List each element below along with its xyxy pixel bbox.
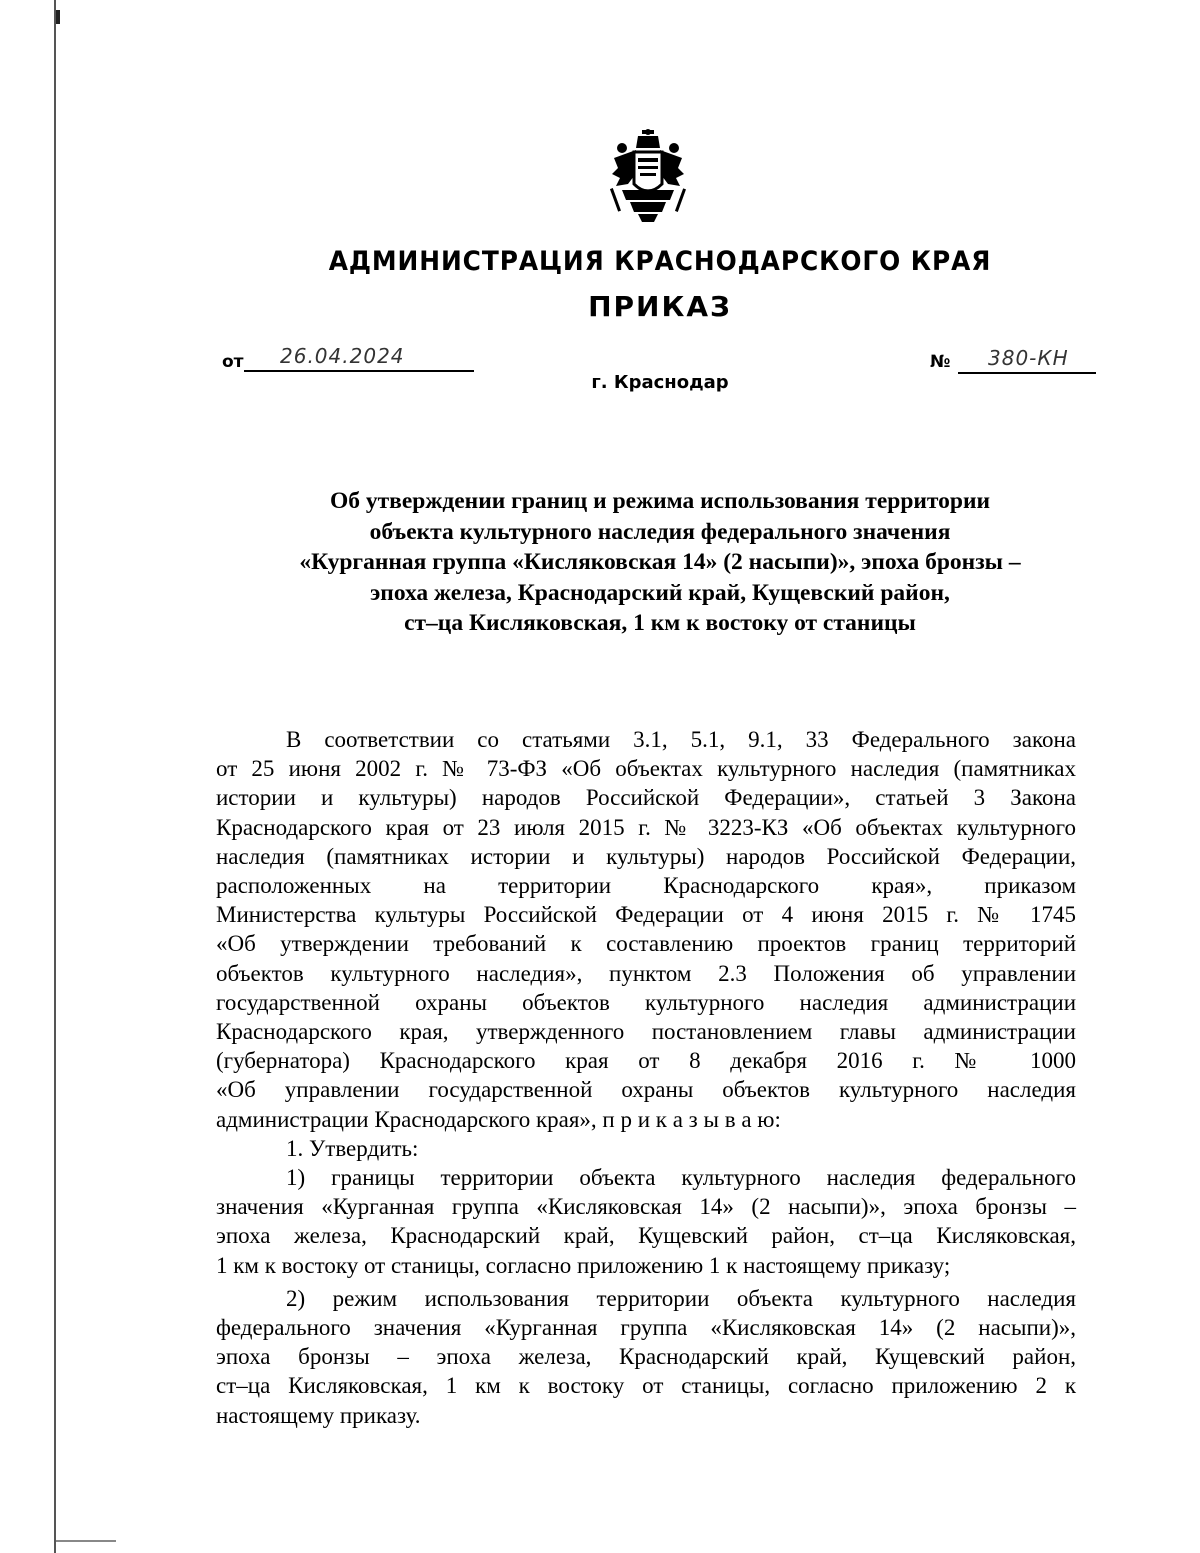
- subject-line: эпоха железа, Краснодарский край, Кущевский район,: [370, 579, 950, 606]
- scan-mark: [56, 1540, 116, 1542]
- body-line: «Об утверждении требований к составлению проектов границ территорий: [216, 931, 1076, 957]
- body-line: от 25 июня 2002 г. № 73-ФЗ «Об объектах культурного наследия (памятниках: [216, 756, 1076, 782]
- subject-line: ст–ца Кисляковская, 1 км к востоку от станицы: [404, 610, 916, 636]
- scan-left-edge: [54, 0, 56, 1553]
- date-label: от: [222, 352, 244, 372]
- number-value-handwritten: 380-КН: [988, 346, 1069, 370]
- body-line: федерального значения «Курганная группа «Кисляковская 14» (2 насыпи)»,: [216, 1315, 1076, 1341]
- body-line: настоящему приказу.: [216, 1402, 421, 1428]
- body-line: «Об управлении государственной охраны объектов культурного наследия: [216, 1077, 1076, 1103]
- body-line: 1) границы территории объекта культурного наследия федерального: [286, 1165, 1076, 1191]
- body-line: 2) режим использования территории объекта культурного наследия: [286, 1285, 1076, 1311]
- body-line: объектов культурного наследия», пунктом 2.3 Положения об управлении: [216, 960, 1076, 986]
- subject-line: «Курганная группа «Кисляковская 14» (2 насыпи)», эпоха бронзы –: [299, 549, 1021, 575]
- date-value-handwritten: 26.04.2024: [280, 344, 405, 368]
- organization-title: АДМИНИСТРАЦИЯ КРАСНОДАРСКОГО КРАЯ: [328, 246, 992, 277]
- body-line: В соответствии со статьями 3.1, 5.1, 9.1, 33 Федерального закона: [286, 727, 1076, 752]
- city: г. Краснодар: [591, 372, 729, 393]
- body-line: государственной охраны объектов культурного наследия администрации: [216, 989, 1076, 1015]
- body-line: ст–ца Кисляковская, 1 км к востоку от станицы, согласно приложению 2 к: [216, 1373, 1076, 1399]
- document-type: ПРИКАЗ: [588, 290, 732, 323]
- order-body: [216, 725, 1076, 1430]
- body-line: (губернатора) Краснодарского края от 8 декабря 2016 г. № 1000: [216, 1048, 1076, 1074]
- body-line: расположенных на территории Краснодарского края», приказом: [216, 873, 1076, 899]
- coat-of-arms-emblem: [608, 128, 688, 224]
- body-line: администрации Краснодарского края», п р и к а з ы в а ю:: [216, 1106, 781, 1132]
- body-line: Краснодарского края от 23 июля 2015 г. № 3223-КЗ «Об объектах культурного: [216, 814, 1076, 840]
- scan-mark: [56, 10, 60, 24]
- order-subject: [200, 486, 1120, 639]
- body-line: эпоха бронзы – эпоха железа, Краснодарский край, Кущевский район,: [216, 1344, 1076, 1370]
- body-line: наследия (памятниках истории и культуры) народов Российской Федерации,: [216, 843, 1076, 869]
- body-line: значения «Курганная группа «Кисляковская 14» (2 насыпи)», эпоха бронзы –: [216, 1194, 1076, 1220]
- body-line: 1. Утвердить:: [286, 1135, 419, 1161]
- body-line: Краснодарского края, утвержденного постановлением главы администрации: [216, 1019, 1076, 1045]
- subject-line: объекта культурного наследия федерального значения: [369, 518, 951, 545]
- subject-line: Об утверждении границ и режима использования территории: [329, 488, 991, 514]
- number-label: №: [930, 352, 951, 372]
- body-line: 1 км к востоку от станицы, согласно приложению 1 к настоящему приказу;: [216, 1252, 951, 1278]
- body-line: истории и культуры) народов Российской Федерации», статьей 3 Закона: [216, 785, 1076, 811]
- body-line: Министерства культуры Российской Федерации от 4 июня 2015 г. № 1745: [216, 902, 1076, 928]
- body-line: эпоха железа, Краснодарский край, Кущевский район, ст–ца Кисляковская,: [216, 1223, 1076, 1249]
